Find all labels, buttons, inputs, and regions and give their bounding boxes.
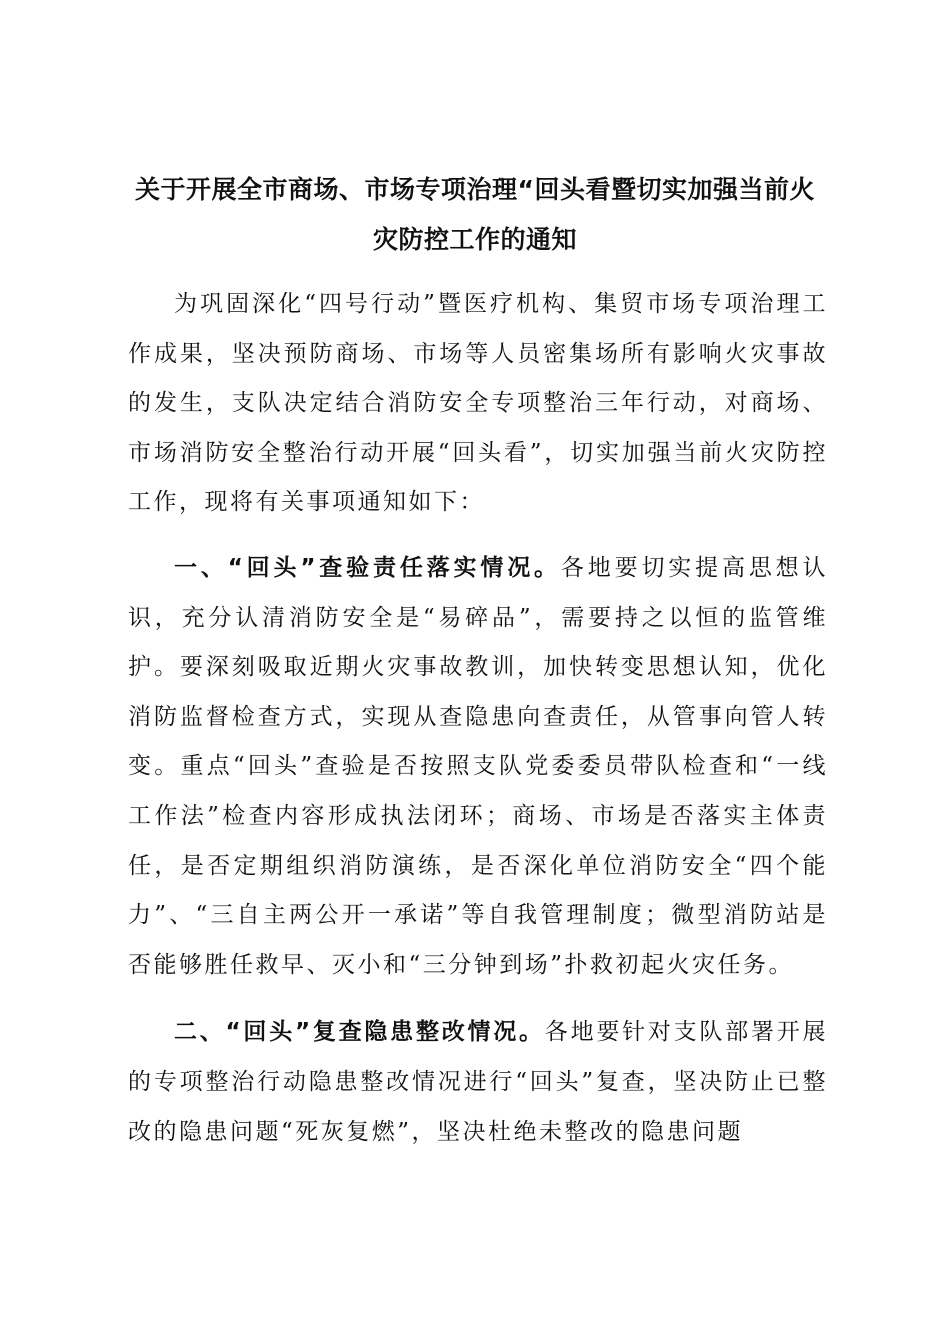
paragraph-text: 各地要针对支队部署开展的专项整治行动隐患整改情况进行“回头”复查，坚决防止已整改的隐患问题“死灰复燃”，坚决杜绝未整改的隐患问题 xyxy=(128,1019,829,1145)
document-title: 关于开展全市商场、市场专项治理“回头看暨切实加强当前火灾防控工作的通知 xyxy=(135,175,815,254)
section-2-paragraph xyxy=(128,1008,828,1157)
section-2-heading: 二、“回头”复查隐患整改情况。 xyxy=(174,1019,545,1046)
section-1-heading: 一、“回头”查验责任落实情况。 xyxy=(174,554,561,581)
document-body xyxy=(128,280,828,1157)
paragraph-text: 各地要切实提高思想认识，充分认清消防安全是“易碎品”，需要持之以恒的监管维护。要深刻吸取近期火灾事故教训，加快转变思想认知，优化消防监督检查方式，实现从查隐患向查责任，从管事向管人转变。重点“回头”查验是否按照支队党委委员带队检查和“一线工作法”检查内容形成执法闭环；商场、市场是否落实主体责任，是否定期组织消防演练，是否深化单位消防安全“四个能力”、“三自主两公开一承诺”等自我管理制度；微型消防站是否能够胜任救早、灭小和“三分钟到场”扑救初起火灾任务。 xyxy=(128,554,829,978)
section-1-paragraph xyxy=(128,544,828,990)
paragraph-text: 为巩固深化“四号行动”暨医疗机构、集贸市场专项治理工作成果，坚决预防商场、市场等人员密集场所有影响火灾事故的发生，支队决定结合消防安全专项整治三年行动，对商场、市场消防安全整治行动开展“回头看”，切实加强当前火灾防控工作，现将有关事项通知如下： xyxy=(128,291,828,516)
intro-paragraph xyxy=(128,280,828,528)
